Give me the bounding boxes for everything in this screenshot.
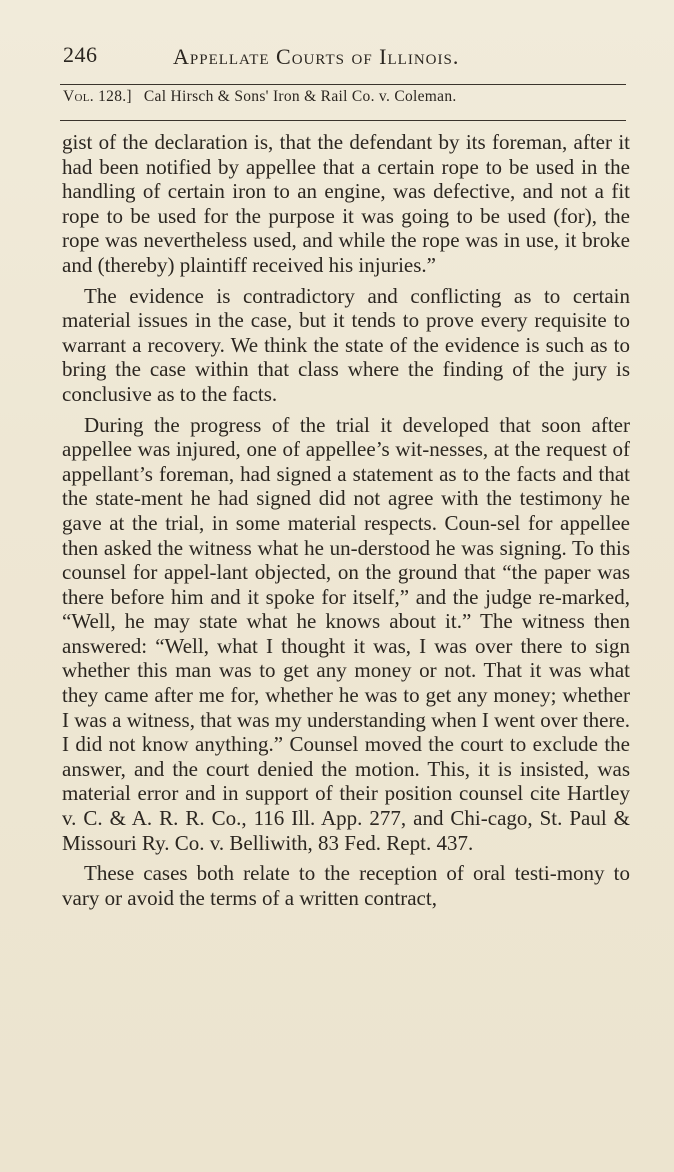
header-rule-bottom: [60, 120, 626, 121]
header-rule-top: [60, 84, 626, 85]
volume-label: Vol. 128.]: [63, 88, 132, 105]
running-head: [63, 40, 543, 80]
page-number: 246: [63, 42, 98, 67]
paragraph-4: These cases both relate to the reception of oral testi-mony to vary or avoid the terms of a written contract,: [62, 861, 630, 910]
body-text: [62, 130, 630, 916]
court-title: Appellate Courts of Illinois.: [173, 44, 460, 69]
paragraph-1: gist of the declaration is, that the defendant by its foreman, after it had been notified by appellee that a certain rope to be used in the handling of certain iron to an engine, was defective, and not a fit rope to be used for the purpose it was going to be used (for), the rope was nevertheless used, and while the rope was in use, it broke and (thereby) plaintiff received his injuries.”: [62, 130, 630, 277]
case-caption: Cal Hirsch & Sons' Iron & Rail Co. v. Coleman.: [143, 88, 457, 105]
paragraph-3: During the progress of the trial it developed that soon after appellee was injured, one of appellee’s wit-nesses, at the request of appellant’s foreman, had signed a statement as to the facts and that the state-ment he had signed did not agree with the testimony he gave at the trial, in some material respects. Coun-sel for appellee then asked the witness what he un-derstood he was signing. To this counsel for appel-lant objected, on the ground that “the paper was there before him and it spoke for itself,” and the judge re-marked, “Well, he may state what he knows about it.” The witness then answered: “Well, what I thought it was, I was over there to sign whether this man was to get any money or not. That it was what they came after me for, whether he was to get any money; whether I was a witness, that was my understanding when I went over there. I did not know anything.” Counsel moved the court to exclude the answer, and the court denied the motion. This, it is insisted, was material error and in support of their position counsel cite Hartley v. C. & A. R. R. Co., 116 Ill. App. 277, and Chi-cago, St. Paul & Missouri Ry. Co. v. Belliwith, 83 Fed. Rept. 437.: [62, 412, 631, 855]
case-caption-line: [63, 88, 603, 106]
paragraph-2: The evidence is contradictory and conflicting as to certain material issues in the case, but it tends to prove every requisite to warrant a recovery. We think the state of the evidence is such as to bring the case within that class where the finding of the jury is conclusive as to the facts.: [62, 283, 630, 406]
